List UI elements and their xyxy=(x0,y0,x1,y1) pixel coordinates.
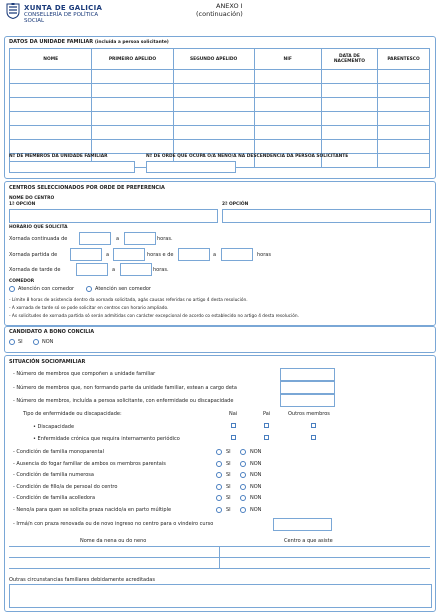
disability-mother-checkbox[interactable] xyxy=(231,423,236,428)
annex-title: ANEXO I xyxy=(216,2,243,10)
family-member-row xyxy=(10,98,430,112)
afternoon-hours-label: horas. xyxy=(153,267,169,273)
condition-label: - Condición de familia numerosa xyxy=(13,472,94,478)
condition-label: - Neno/a para quen se solicita praza nacido/a en parto múltiple xyxy=(13,506,172,513)
family-member-cell[interactable] xyxy=(173,98,254,112)
split-a2-label: a xyxy=(213,252,217,258)
father-column-label: Pai xyxy=(263,411,271,417)
continuous-a-label: a xyxy=(116,236,120,242)
others-column-label: Outros membros xyxy=(288,411,330,417)
split-from1-input[interactable] xyxy=(70,248,102,261)
split-to1-input[interactable] xyxy=(113,248,145,261)
family-member-cell[interactable] xyxy=(173,70,254,84)
condition-label: - Condición de familia monoparental xyxy=(13,449,104,455)
socio-section-title: SITUACIÓN SOCIOFAMILIAR xyxy=(9,359,86,365)
xunta-logo xyxy=(6,3,20,19)
mother-column-label: Nai xyxy=(229,411,238,417)
split-to2-input[interactable] xyxy=(221,248,253,261)
second-option-label: 2ª OPCIÓN xyxy=(222,202,249,207)
split-label: Xornada partida de xyxy=(9,252,58,258)
family-member-cell[interactable] xyxy=(321,84,377,98)
centre-name-label: NOME DO CENTRO xyxy=(9,196,55,201)
bono-non-radio[interactable] xyxy=(33,339,39,345)
family-col-header: PARENTESCO xyxy=(378,49,430,70)
sibling-centre-1-input[interactable] xyxy=(221,547,429,556)
condition-non-radio[interactable] xyxy=(240,484,246,490)
family-col-header: NOME xyxy=(10,49,92,70)
schedule-note-2: - A xornada de tarde só se pode solicitar en centros con horario ampliado. xyxy=(9,306,169,311)
sibling-table-line-bottom xyxy=(9,568,430,569)
family-members-question: - Número de membros que compoñen a unidade familiar xyxy=(13,371,156,377)
schedule-note-3: - As solicitudes de xornada partida só serán admitidas con carácter excepcional de acordo co establecido no artigo 4 desta resolución. xyxy=(9,314,299,319)
family-member-cell[interactable] xyxy=(378,154,430,168)
family-member-row xyxy=(10,70,430,84)
family-member-cell[interactable] xyxy=(92,140,173,154)
condition-non-label: NON xyxy=(250,460,262,467)
without-dining-radio[interactable] xyxy=(86,286,92,292)
with-dining-radio[interactable] xyxy=(9,286,15,292)
family-col-header: DATA DE NACEMENTO xyxy=(321,49,377,70)
family-member-cell[interactable] xyxy=(92,112,173,126)
other-circumstances-input[interactable] xyxy=(9,584,432,608)
first-option-label: 1ª OPCIÓN xyxy=(9,202,36,207)
family-member-cell[interactable] xyxy=(173,112,254,126)
family-member-cell[interactable] xyxy=(378,112,430,126)
condition-label: - Condición de familia acolledora xyxy=(13,495,96,501)
condition-si-radio[interactable] xyxy=(216,507,222,513)
dining-title: COMEDOR xyxy=(9,279,35,284)
family-member-cell[interactable] xyxy=(378,84,430,98)
disabled-members-answer[interactable] xyxy=(280,394,335,407)
condition-si-radio[interactable] xyxy=(216,495,222,501)
dependent-members-question: - Número de membros que, non formando parte da unidade familiar, estean a cargo deta xyxy=(13,385,237,391)
sibling-question: - Irmá/n con praza renovada ou de novo ingreso no centro para o vindeiro curso xyxy=(13,521,214,527)
centres-section xyxy=(4,181,436,326)
sibling-name-2-input[interactable] xyxy=(9,558,218,567)
org-department-line2: SOCIAL xyxy=(24,18,45,24)
centres-section-title: CENTROS SELECCIONADOS POR ORDE DE PREFERENCIA xyxy=(9,185,165,191)
first-option-input[interactable] xyxy=(9,209,218,223)
family-member-cell[interactable] xyxy=(92,84,173,98)
family-member-cell[interactable] xyxy=(321,140,377,154)
birth-order-label: Nº DE ORDE QUE OCUPA O/A NENO/A NA DESCENDENCIA DA PERSOA SOLICITANTE xyxy=(146,154,349,159)
condition-si-label: SI xyxy=(226,460,231,467)
family-member-cell[interactable] xyxy=(10,70,92,84)
family-section-title xyxy=(9,39,169,46)
split-a1-label: a xyxy=(106,252,110,258)
condition-si-radio[interactable] xyxy=(216,461,222,467)
continuous-label: Xornada continuada de xyxy=(9,236,68,242)
bono-si-radio[interactable] xyxy=(9,339,15,345)
family-member-cell[interactable] xyxy=(173,84,254,98)
org-name: XUNTA DE GALICIA xyxy=(24,4,103,12)
sibling-table-divider xyxy=(219,546,220,568)
members-count-label: Nº DE MEMBROS DA UNIDADE FAMILIAR xyxy=(9,154,108,159)
family-member-cell[interactable] xyxy=(254,70,321,84)
condition-si-label: SI xyxy=(226,495,231,501)
sibling-centre-2-input[interactable] xyxy=(221,558,429,567)
family-member-cell[interactable] xyxy=(10,112,92,126)
split-mid-label: horas e de xyxy=(147,252,174,258)
family-member-cell[interactable] xyxy=(92,126,173,140)
bono-non-label: NON xyxy=(42,339,54,345)
family-members-table xyxy=(9,48,430,168)
afternoon-to-input[interactable] xyxy=(120,263,152,276)
family-member-cell[interactable] xyxy=(378,98,430,112)
condition-non-label: NON xyxy=(250,449,262,455)
bono-si-label: SI xyxy=(18,339,23,345)
family-member-cell[interactable] xyxy=(10,140,92,154)
dependent-members-answer[interactable] xyxy=(280,381,335,394)
condition-si-radio[interactable] xyxy=(216,449,222,455)
afternoon-from-input[interactable] xyxy=(76,263,108,276)
condition-si-radio[interactable] xyxy=(216,472,222,478)
family-col-header: SEGUNDO APELIDO xyxy=(173,49,254,70)
family-member-cell[interactable] xyxy=(321,70,377,84)
condition-si-label: SI xyxy=(226,483,231,490)
with-dining-label: Atención con comedor xyxy=(18,286,75,292)
afternoon-label: Xornada de tarde de xyxy=(9,267,61,273)
family-member-cell[interactable] xyxy=(92,98,173,112)
family-member-cell[interactable] xyxy=(378,126,430,140)
chronic-mother-checkbox[interactable] xyxy=(231,435,236,440)
family-member-cell[interactable] xyxy=(92,70,173,84)
disability-father-checkbox[interactable] xyxy=(264,423,269,428)
family-member-cell[interactable] xyxy=(321,126,377,140)
family-member-cell[interactable] xyxy=(321,112,377,126)
family-member-cell[interactable] xyxy=(173,126,254,140)
condition-non-label: NON xyxy=(250,472,262,478)
afternoon-a-label: a xyxy=(112,267,116,273)
sibling-answer[interactable] xyxy=(273,518,332,531)
second-option-input[interactable] xyxy=(222,209,431,223)
schedule-title: HORARIO QUE SOLICITA xyxy=(9,225,68,230)
chronic-father-checkbox[interactable] xyxy=(264,435,269,440)
bono-section-title: CANDIDATO A BONO CONCILIA xyxy=(9,329,95,335)
disease-type-label: Tipo de enfermidade ou discapacidade: xyxy=(23,411,122,417)
family-member-cell[interactable] xyxy=(321,98,377,112)
family-member-cell[interactable] xyxy=(254,126,321,140)
split-hours-label: horas xyxy=(257,252,271,258)
family-member-cell[interactable] xyxy=(378,140,430,154)
continuous-to-input[interactable] xyxy=(124,232,156,245)
condition-non-label: NON xyxy=(250,483,262,490)
disability-others-checkbox[interactable] xyxy=(311,423,316,428)
without-dining-label: Atención sen comedor xyxy=(95,286,151,292)
family-member-cell[interactable] xyxy=(10,98,92,112)
schedule-note-1: - Límite 8 horas de asistencia dentro da xornada solicitada, agás causas referidas no artigo 4 desta resolución. xyxy=(9,298,248,303)
condition-label: - Condición de fillo/a de persoal do centro xyxy=(13,483,118,490)
condition-label: - Ausencia do fogar familiar de ambos os membros parentais xyxy=(13,460,166,467)
condition-non-radio[interactable] xyxy=(240,461,246,467)
condition-non-radio[interactable] xyxy=(240,495,246,501)
condition-si-radio[interactable] xyxy=(216,484,222,490)
family-member-cell[interactable] xyxy=(254,84,321,98)
condition-si-label: SI xyxy=(226,506,231,513)
continuous-hours-label: horas. xyxy=(157,236,173,242)
family-member-row xyxy=(10,126,430,140)
condition-non-label: NON xyxy=(250,506,262,513)
disabled-members-question: - Número de membros, incluída a persoa solicitante, con enfermidade ou discapacidade xyxy=(13,398,234,404)
sibling-name-1-input[interactable] xyxy=(9,547,218,556)
birth-order-input[interactable] xyxy=(146,161,236,173)
org-department-line1: CONSELLERÍA DE POLÍTICA xyxy=(24,12,99,18)
family-member-row xyxy=(10,84,430,98)
family-member-row xyxy=(10,112,430,126)
condition-si-label: SI xyxy=(226,449,231,455)
chronic-illness-label: • Enfermidade crónica que requira internamento periódico xyxy=(33,436,180,442)
family-member-cell[interactable] xyxy=(254,112,321,126)
chronic-others-checkbox[interactable] xyxy=(311,435,316,440)
family-title: DATOS DA UNIDADE FAMILIAR xyxy=(9,39,94,45)
family-members-answer[interactable] xyxy=(280,368,335,381)
members-count-input[interactable] xyxy=(9,161,135,173)
family-member-cell[interactable] xyxy=(254,98,321,112)
attended-centre-column: Centro a que asiste xyxy=(284,538,333,544)
condition-non-radio[interactable] xyxy=(240,507,246,513)
annex-subtitle: (continuación) xyxy=(196,10,243,18)
family-member-cell[interactable] xyxy=(254,140,321,154)
condition-non-label: NON xyxy=(250,495,262,501)
other-circumstances-label: Outras circunstancias familiares debidamente acreditadas xyxy=(9,577,155,583)
family-col-header: PRIMEIRO APELIDO xyxy=(92,49,173,70)
condition-non-radio[interactable] xyxy=(240,472,246,478)
family-member-cell[interactable] xyxy=(378,70,430,84)
continuous-from-input[interactable] xyxy=(79,232,111,245)
family-member-row xyxy=(10,140,430,154)
family-col-header: NIF xyxy=(254,49,321,70)
condition-si-label: SI xyxy=(226,472,231,478)
disability-label: • Discapacidade xyxy=(33,424,75,430)
split-from2-input[interactable] xyxy=(178,248,210,261)
family-title-note: (incluída a persoa solicitante) xyxy=(94,40,169,45)
condition-non-radio[interactable] xyxy=(240,449,246,455)
child-name-column: Nome da nena ou do neno xyxy=(80,538,147,544)
family-member-cell[interactable] xyxy=(10,126,92,140)
family-member-cell[interactable] xyxy=(173,140,254,154)
family-member-cell[interactable] xyxy=(10,84,92,98)
